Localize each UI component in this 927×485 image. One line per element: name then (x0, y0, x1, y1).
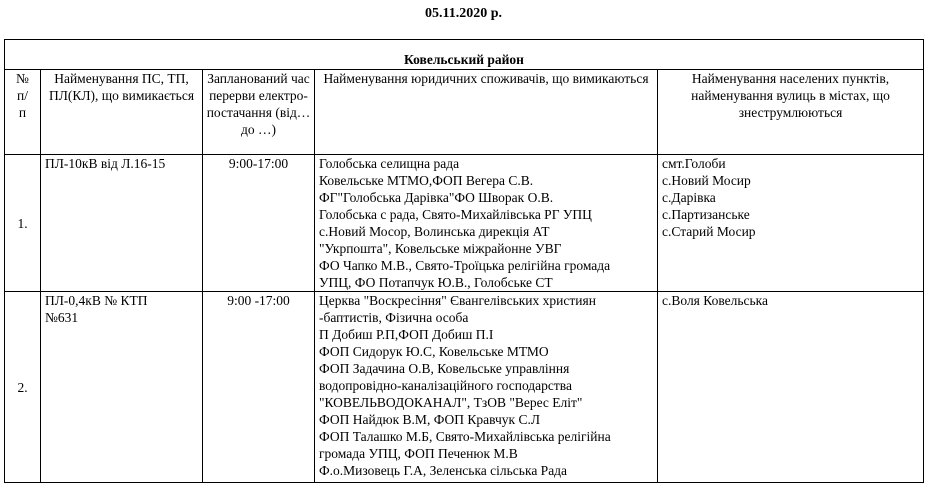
row-time: 9:00 -17:00 (203, 292, 315, 483)
outage-table (4, 39, 924, 483)
row-settlements: смт.Голоби с.Новий Мосир с.Дарівка с.Партизанське с.Старий Мосир (658, 155, 924, 292)
row-consumers: Голобська селищна рада Ковельське МТМО,ФОП Вегера С.В. ФГ"Голобська Дарівка"ФО Шворак О.В. Голобська с рада, Свято-Михайлівська РГ УПЦ с.Новий Мосор, Волинська дирекція АТ "Укрпошта", Ковельське міжрайонне УВГ ФО Чапко М.В., Свято-Троїцька релігійна громада УПЦ, ФО Потапчук Ю.В., Голобське СТ (315, 155, 658, 292)
row-object: ПЛ-0,4кВ № КТП №631 (41, 292, 203, 483)
header-consumers: Найменування юридичних споживачів, що вимикаються (315, 70, 658, 155)
row-time: 9:00-17:00 (203, 155, 315, 292)
region-title: Ковельський район (5, 40, 924, 70)
row-settlements: с.Воля Ковельська (658, 292, 924, 483)
header-settlements: Найменування населених пунктів, найменування вулиць в містах, що знеструмлюються (658, 70, 924, 155)
document-date: 05.11.2020 р. (424, 6, 502, 21)
row-number: 2. (5, 292, 41, 483)
row-object: ПЛ-10кВ від Л.16-15 (41, 155, 203, 292)
row-consumers: Церква "Воскресіння" Євангелівських християн -баптистів, Фізична особа П Добиш Р.П,ФОП Добиш П.І ФОП Сидорук Ю.С, Ковельське МТМО ФОП Задачина О.В, Ковельське управління водопровідно-каналізаційного господарства "КОВЕЛЬВОДОКАНАЛ", ТзОВ "Верес Еліт" ФОП Найдюк В.М, ФОП Кравчук С.Л ФОП Талашко М.Б, Свято-Михайлівська релігійна громада УПЦ, ФОП Печенюк М.В Ф.о.Мизовець Г.А, Зеленська сільська Рада (315, 292, 658, 483)
table-row (5, 292, 924, 483)
header-row (5, 70, 924, 155)
header-time: Запланований час перерви електро- постачання (від… до …) (203, 70, 315, 155)
table-row (5, 155, 924, 292)
header-object: Найменування ПС, ТП, ПЛ(КЛ), що вимикається (41, 70, 203, 155)
row-number: 1. (5, 155, 41, 292)
header-number: № п/ п (5, 70, 41, 155)
